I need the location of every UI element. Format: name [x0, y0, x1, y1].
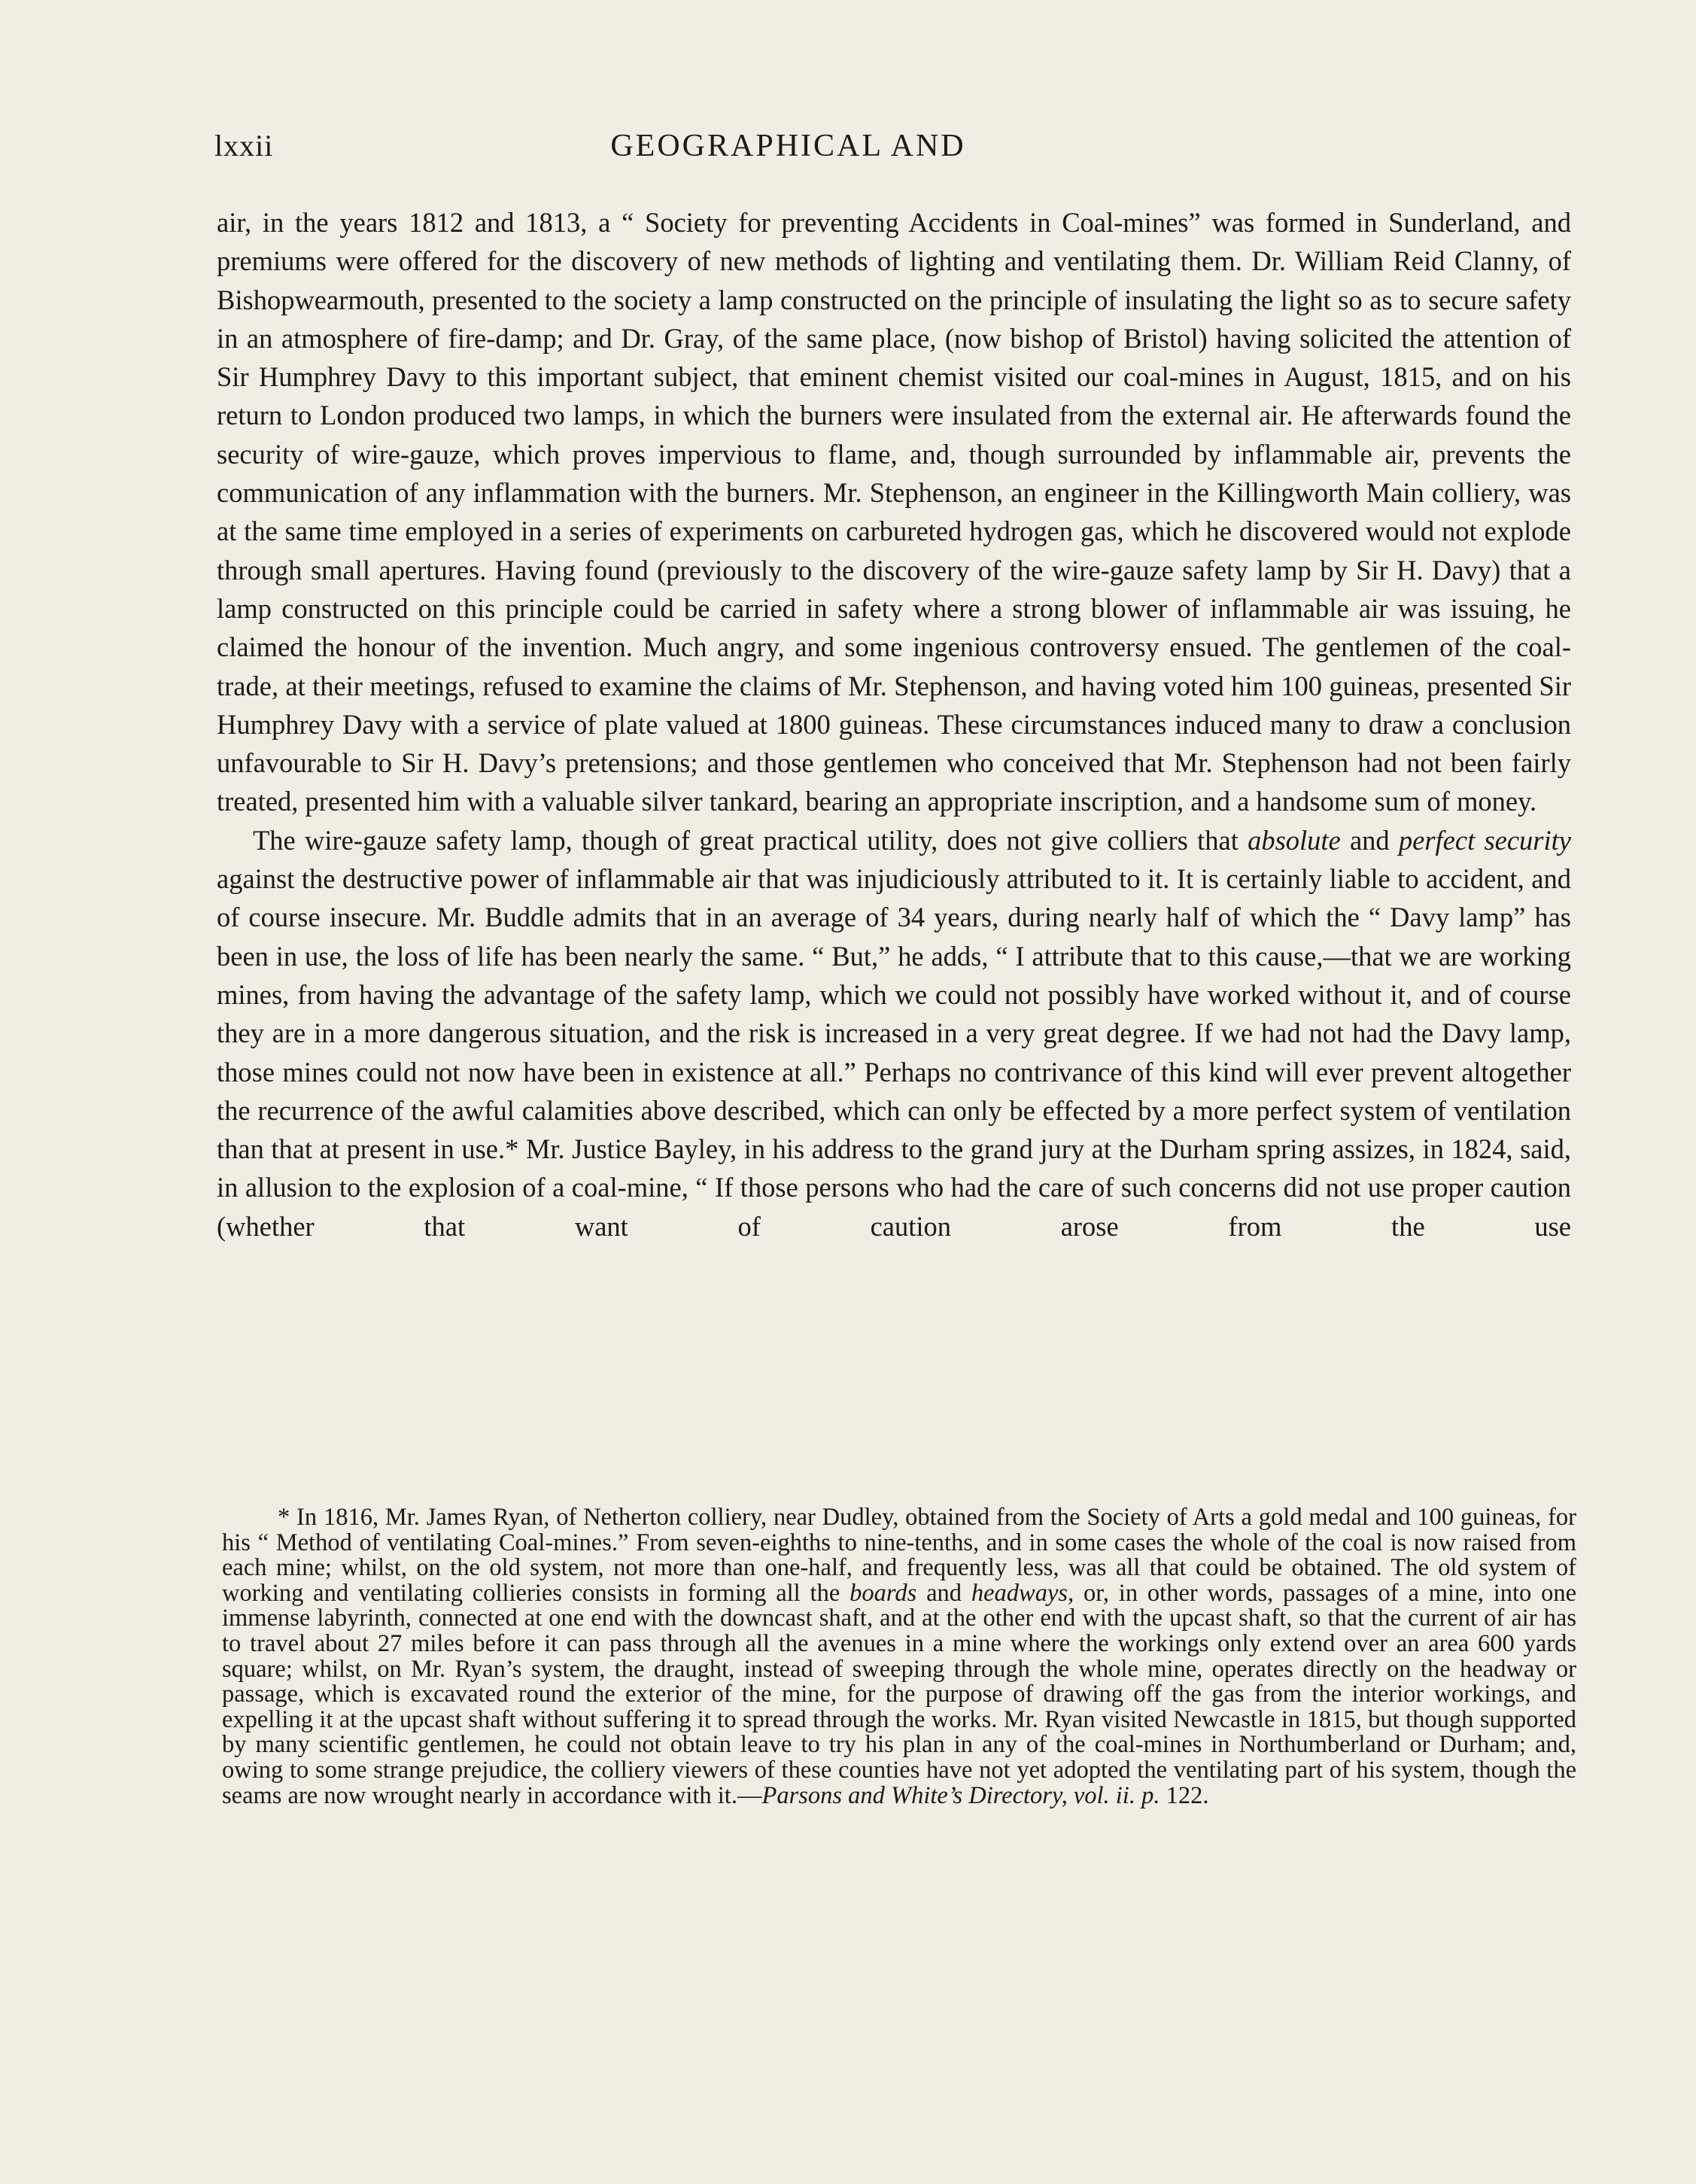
footnote-text-b: and	[926, 1579, 962, 1607]
emphasis-boards: boards	[850, 1579, 917, 1607]
paragraph-2	[217, 821, 1571, 1246]
footnote-text-c: or, in other words, passages of a mine, into one immense labyrinth, connected at one end with the downcast shaft, and at the other end with the upcast shaft, so that the current of air has to travel about 27 miles before it can pass through all the avenues in a mine where the workings only extend over an area 600 yards square; whilst, on Mr. Ryan’s system, the draught, instead of sweeping through the whole mine, operates directly on the headway or passage, which is excavated round the exterior of the mine, for the purpose of drawing off the gas from the interior workings, and expelling it at the upcast shaft without suffering it to spread through the works. Mr. Ryan visited Newcastle in 1815, but though supported by many scientific gentlemen, he could not obtain leave to try his plan in any of the coal-mines in Northumberland or Durham; and, owing to some strange prejudice, the colliery viewers of these counties have not yet adopted the ventilating part of his system, though the seams are now wrought nearly in accordance with it.—	[222, 1579, 1577, 1809]
paragraph-2-text-b: and	[1349, 824, 1390, 856]
footnote-citation: Parsons and White’s Directory, vol. ii. p.	[761, 1781, 1160, 1809]
page-number: lxxii	[214, 129, 274, 163]
footnote-text	[222, 1505, 1576, 1808]
paragraph-1: air, in the years 1812 and 1813, a “ Society for preventing Accidents in Coal-mines” was formed in Sunderland, and premiums were offered for the discovery of new methods of lighting and ventilating them. Dr. William Reid Clanny, of Bishopwearmouth, presented to the society a lamp constructed on the principle of insulating the light so as to secure safety in an atmosphere of fire-damp; and Dr. Gray, of the same place, (now bishop of Bristol) having solicited the attention of Sir Humphrey Davy to this important subject, that eminent chemist visited our coal-mines in August, 1815, and on his return to London produced two lamps, in which the burners were insulated from the external air. He afterwards found the security of wire-gauze, which proves impervious to flame, and, though surrounded by inflammable air, prevents the communication of any inflammation with the burners. Mr. Stephenson, an engineer in the Killingworth Main colliery, was at the same time employed in a series of experiments on carbureted hydrogen gas, which he discovered would not explode through small apertures. Having found (previously to the discovery of the wire-gauze safety lamp by Sir H. Davy) that a lamp constructed on this principle could be carried in safety where a strong blower of inflammable air was issuing, he claimed the honour of the invention. Much angry, and some ingenious controversy ensued. The gentlemen of the coal-trade, at their meetings, refused to examine the claims of Mr. Stephenson, and having voted him 100 guineas, presented Sir Humphrey Davy with a service of plate valued at 1800 guineas. These circumstances induced many to draw a conclusion unfavourable to Sir H. Davy’s pretensions; and those gentlemen who conceived that Mr. Stephenson had not been fairly treated, presented him with a valuable silver tankard, bearing an appropriate inscription, and a handsome sum of money.	[217, 207, 1571, 817]
running-head	[214, 128, 1569, 173]
emphasis-absolute: absolute	[1248, 824, 1341, 856]
footnote-text-a: * In 1816, Mr. James Ryan, of Netherton colliery, near Dudley, obtained from the Society of Arts a gold medal and 100 guineas, for his “ Method of ventilating Coal-mines.” From seven-eighths to nine-tenths, and in some cases the whole of the coal is now raised from each mine; whilst, on the old system, not more than one-half, and frequently less, was all that could be obtained. The old system of working and ventilating collieries consists in forming all the	[222, 1504, 1576, 1607]
emphasis-headways: headways,	[971, 1579, 1074, 1607]
running-title: GEOGRAPHICAL AND	[610, 129, 966, 163]
footnote-citation-page: 122.	[1166, 1781, 1209, 1809]
paragraph-2-text-a: The wire-gauze safety lamp, though of great practical utility, does not give colliers that	[253, 824, 1239, 856]
footnote	[222, 1505, 1576, 1808]
main-text	[217, 203, 1571, 1246]
emphasis-perfect-security: perfect security	[1398, 824, 1571, 856]
paragraph-2-text-c: against the destructive power of inflammable air that was injudiciously attributed to it. It is certainly liable to accident, and of course insecure. Mr. Buddle admits that in an average of 34 years, during nearly half of which the “ Davy lamp” has been in use, the loss of life has been nearly the same. “ But,” he adds, “ I attribute that to this cause,—that we are working mines, from having the advantage of the safety lamp, which we could not possibly have worked without it, and of course they are in a more dangerous situation, and the risk is increased in a very great degree. If we had not had the Davy lamp, those mines could not now have been in existence at all.” Perhaps no contrivance of this kind will ever prevent altogether the recurrence of the awful calamities above described, which can only be effected by a more perfect system of ventilation than that at present in use.* Mr. Justice Bayley, in his address to the grand jury at the Durham spring assizes, in 1824, said, in allusion to the explosion of a coal-mine, “ If those persons who had the care of such concerns did not use proper caution (whether that want of caution arose from the use	[217, 863, 1571, 1242]
